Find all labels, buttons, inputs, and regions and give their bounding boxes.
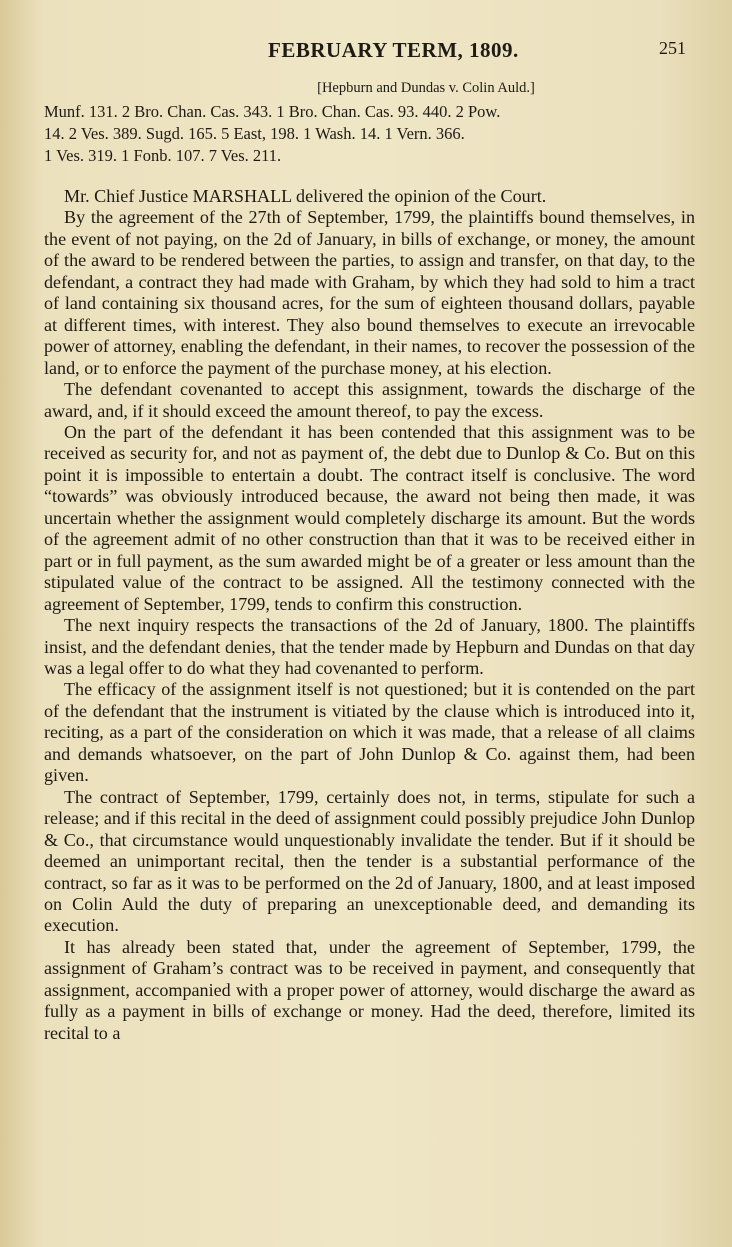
paragraph: It has already been stated that, under the agreement of September, 1799, the assignment of Graham’s contract was to be received in payment, and consequently that assignment, accompanied with a proper power of attorney, would discharge the award as fully as a payment in bills of exchange or money. Had the deed, therefore, limited its recital to a xyxy=(44,936,695,1043)
paragraph: The efficacy of the assignment itself is not questioned; but it is contended on the part of the defendant that the instrument is vitiated by the clause which is introduced into it, reciting, as a part of the consideration on which it was made, that a release of all claims and demands whatsoever, on the part of John Dunlop & Co. against them, had been given. xyxy=(44,679,695,786)
page-header xyxy=(0,38,732,68)
citation-line: 1 Ves. 319. 1 Fonb. 107. 7 Ves. 211. xyxy=(44,146,282,165)
opinion-text xyxy=(44,186,695,1044)
paragraph: By the agreement of the 27th of September, 1799, the plaintiffs bound themselves, in the event of not paying, on the 2d of January, in bills of exchange, or money, the amount of the award to be rendered between the parties, to assign and transfer, on that day, to the defendant, a contract they had made with Graham, by which they had sold to him a tract of land containing six thousand acres, for the sum of eighteen thousand dollars, payable at different times, with interest. They also bound themselves to execute an irrevocable power of attorney, enabling the defendant, in their names, to recover the possession of the land, or to enforce the payment of the purchase money, at his election. xyxy=(44,207,695,378)
paragraph: The contract of September, 1799, certainly does not, in terms, stipulate for such a release; and if this recital in the deed of assignment could possibly prejudice John Dunlop & Co., that circumstance would unquestionably invalidate the tender. But if it should be deemed an unimportant recital, then the tender is a substantial performance of the contract, so far as it was to be performed on the 2d of January, 1800, and at least imposed on Colin Auld the duty of preparing an unexceptionable deed, and demanding its execution. xyxy=(44,786,695,936)
running-head: FEBRUARY TERM, 1809. xyxy=(268,38,519,62)
case-caption-text: [Hepburn and Dundas v. Colin Auld.] xyxy=(317,80,535,96)
page-number: 251 xyxy=(659,38,686,58)
case-caption xyxy=(0,80,732,97)
paragraph: On the part of the defendant it has been contended that this assignment was to be received as security for, and not as payment of, the debt due to Dunlop & Co. But on this point it is impossible to entertain a doubt. The contract itself is conclusive. The word “towards” was obviously introduced because, the award not being then made, it was uncertain whether the assignment would completely discharge its amount. But the words of the agreement admit of no other construction than that it was to be received either in part or in full payment, as the sum awarded might be of a greater or less amount than the stipulated value of the contract to be assigned. All the testimony connected with the agreement of September, 1799, tends to confirm this construction. xyxy=(44,421,695,614)
paragraph: Mr. Chief Justice MARSHALL delivered the opinion of the Court. xyxy=(64,186,547,206)
citation-block xyxy=(44,101,694,167)
paragraph: The defendant covenanted to accept this assignment, towards the discharge of the award, and, if it should exceed the amount thereof, to pay the excess. xyxy=(44,379,695,421)
citation-line: Munf. 131. 2 Bro. Chan. Cas. 343. 1 Bro. Chan. Cas. 93. 440. 2 Pow. xyxy=(44,102,501,121)
citation-line: 14. 2 Ves. 389. Sugd. 165. 5 East, 198. 1 Wash. 14. 1 Vern. 366. xyxy=(44,124,465,143)
paragraph: The next inquiry respects the transactions of the 2d of January, 1800. The plaintiffs insist, and the defendant denies, that the tender made by Hepburn and Dundas on that day was a legal offer to do what they had covenanted to perform. xyxy=(44,615,695,678)
